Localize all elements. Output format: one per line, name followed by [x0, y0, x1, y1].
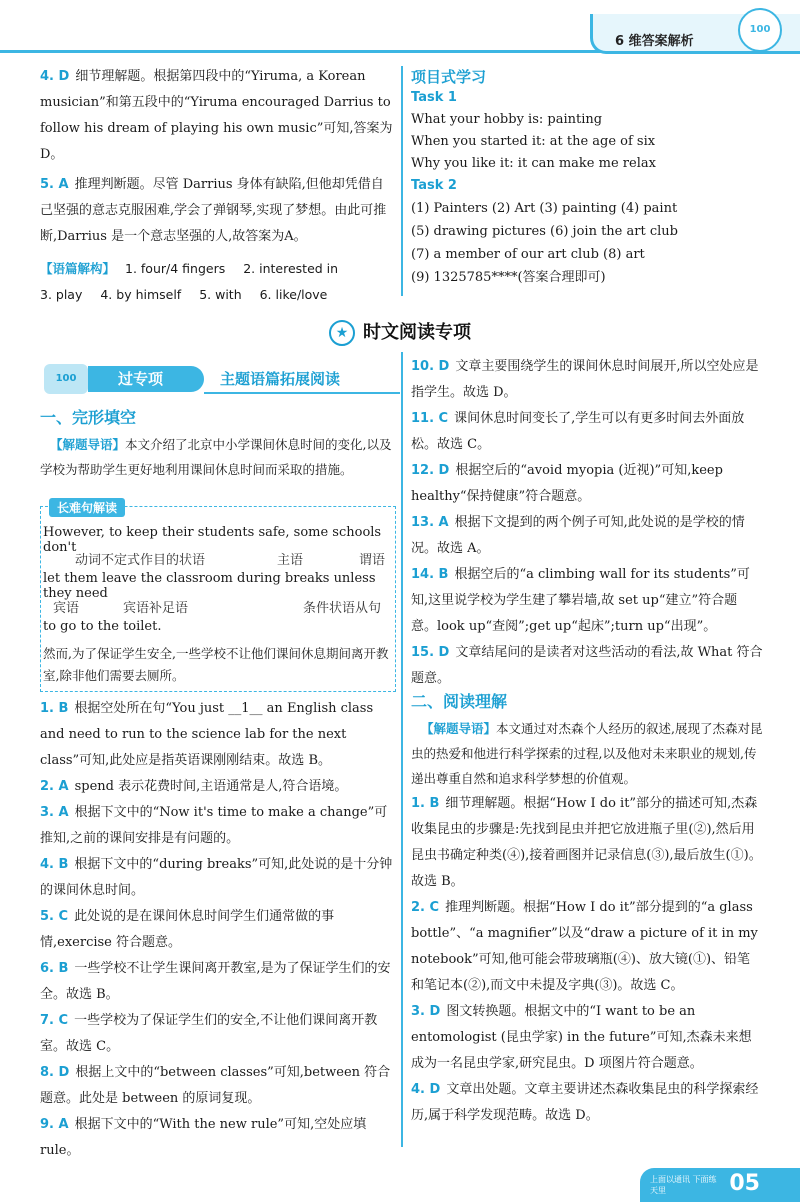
- section-title: 6 维答案解析: [615, 34, 694, 49]
- task1-label: Task 1: [411, 90, 457, 105]
- part1-intro: [40, 404, 396, 482]
- banner-underline: [204, 392, 400, 394]
- answer-item: 6. B 一些学校不让学生课间离开教室,是为了保证学生们的安全。故选 B。: [40, 961, 391, 1002]
- project-section: [411, 66, 761, 289]
- column-divider: [401, 66, 403, 296]
- grammar-note: 宾语补足语: [123, 601, 189, 616]
- column-divider: [401, 352, 403, 1147]
- answer-item: 11. C 课间休息时间变长了,学生可以有更多时间去外面放松。故选 C。: [411, 411, 745, 452]
- answer-item: 15. D 文章结尾问的是读者对这些活动的看法,故 What 符合题意。: [411, 645, 763, 686]
- answer-item: 2. C 推理判断题。根据“How I do it”部分提到的“a glass bottle”、“a magnifier”以及“draw a picture of it in my notebook”可知,他可能会带玻璃瓶(④)、放大镜(①)、铅笔和笔记本(②),而文中未提及字典(③)。故选 C。: [411, 900, 758, 993]
- footer-slogan: 上面以通讯 下面练天里: [650, 1175, 717, 1195]
- part2-section: [411, 688, 763, 1129]
- part1-heading: 一、完形填空: [40, 408, 137, 427]
- page-footer: [640, 1168, 800, 1202]
- task2-line: (7) a member of our art club (8) art: [411, 247, 645, 262]
- answer-item: 13. A 根据下文提到的两个例子可知,此处说的是学校的情况。故选 A。: [411, 515, 745, 556]
- left-top-answers: [40, 64, 396, 308]
- left-answers: [40, 696, 396, 1164]
- answer-item: 14. B 根据空后的“a climbing wall for its students”可知,这里说学校为学生建了攀岩墙,故 set up“建立”符合题意。look up“查阅”;get up“起床”;turn up“出现”。: [411, 567, 750, 634]
- sentence-line: let them leave the classroom during breaks unless they need: [43, 571, 376, 601]
- grammar-note: 条件状语从句: [303, 601, 382, 616]
- task2-line: (5) drawing pictures (6) join the art club: [411, 224, 678, 239]
- right-answers-a: [411, 354, 763, 692]
- banner-subtitle: 主题语篇拓展阅读: [220, 370, 341, 388]
- task2-label: Task 2: [411, 178, 457, 193]
- part1-guide: 【解题导语】本文介绍了北京中小学课间休息时间的变化,以及学校为帮助学生更好地利用课间休息时间而采取的措施。: [40, 437, 392, 477]
- task1-line: Why you like it: it can make me relax: [411, 156, 656, 171]
- answer-item: 12. D 根据空后的“avoid myopia (近视)”可知,keep healthy“保持健康”符合题意。: [411, 463, 723, 504]
- star-icon: ★: [329, 320, 355, 346]
- task2-line: (1) Painters (2) Art (3) painting (4) paint: [411, 201, 678, 216]
- page-header: [0, 0, 800, 58]
- grammar-note: 宾语: [53, 601, 80, 616]
- grammar-note: 动词不定式作目的状语: [75, 553, 206, 568]
- yupian-line-1: 【语篇解构】 1. four/4 fingers 2. interested in: [40, 261, 339, 276]
- answer-item: 3. D 图文转换题。根据文中的“I want to be an entomologist (昆虫学家) in the future”可知,杰森未来想成为一名昆虫学家,研究昆虫。D 项图片符合题意。: [411, 1004, 752, 1071]
- sentence-translation: 然而,为了保证学生安全,一些学校不让他们课间休息期间离开教室,除非他们需要去厕所。: [43, 646, 389, 683]
- section-banner: [44, 364, 400, 394]
- grammar-note: 主语: [277, 553, 304, 568]
- answer-item: 5. A 推理判断题。尽管 Darrius 身体有缺陷,但他却凭借自己坚强的意志克服困难,学会了弹钢琴,实现了梦想。由此可推断,Darrius 是一个意志坚强的人,故答案为A。: [40, 177, 387, 244]
- answer-item: 4. D 细节理解题。根据第四段中的“Yiruma, a Korean musician”和第五段中的“Yiruma encouraged Darrius to follow his dream of playing his own music”可知,答案为 D。: [40, 69, 393, 162]
- answer-item: 9. A 根据下文中的“With the new rule”可知,空处应填 rule。: [40, 1117, 367, 1158]
- answer-item: 10. D 文章主要围绕学生的课间休息时间展开,所以空处应是指学生。故选 D。: [411, 359, 759, 400]
- task2-line: (9) 1325785****(答案合理即可): [411, 270, 606, 285]
- banner-badge: 100: [44, 364, 88, 394]
- brand-logo: 100: [738, 8, 782, 52]
- answer-item: 4. B 根据下文中的“during breaks”可知,此处说的是十分钟的课间休息时间。: [40, 857, 393, 898]
- answer-item: 3. A 根据下文中的“Now it's time to make a change”可推知,之前的课间安排是有问题的。: [40, 805, 388, 846]
- part2-heading: 二、阅读理解: [411, 692, 508, 711]
- answer-item: 1. B 根据空处所在句“You just __1__ an English class and need to run to the science lab for the next class”可知,此处应是指英语课刚刚结束。故选 B。: [40, 701, 374, 768]
- task1-line: What your hobby is: painting: [411, 112, 603, 127]
- answer-item: 2. A spend 表示花费时间,主语通常是人,符合语境。: [40, 779, 348, 794]
- task1-line: When you started it: at the age of six: [411, 134, 656, 149]
- sentence-line: However, to keep their students safe, some schools don't: [43, 525, 382, 555]
- page-title: ★ 时文阅读专项: [0, 318, 800, 346]
- part2-guide: 【解题导语】本文通过对杰森个人经历的叙述,展现了杰森对昆虫的热爱和他进行科学探索的过程,以及他对未来职业的规划,传递出尊重自然和追求科学梦想的价值观。: [411, 721, 763, 786]
- long-sentence-title: 长难句解读: [49, 498, 125, 517]
- yupian-line-2: 3. play 4. by himself 5. with 6. like/love: [40, 287, 328, 302]
- answer-item: 5. C 此处说的是在课间休息时间学生们通常做的事情,exercise 符合题意。: [40, 909, 335, 950]
- banner-pill: 过专项: [88, 366, 204, 392]
- answer-item: 7. C 一些学校为了保证学生们的安全,不让他们课间离开教室。故选 C。: [40, 1013, 378, 1054]
- long-sentence-box: [40, 501, 396, 692]
- answer-item: 1. B 细节理解题。根据“How I do it”部分的描述可知,杰森收集昆虫的步骤是:先找到昆虫并把它放进瓶子里(②),然后用昆虫书确定种类(④),接着画图并记录信息(③),最后放生(①)。故选 B。: [411, 796, 762, 889]
- grammar-note: 谓语: [359, 553, 386, 568]
- answer-item: 8. D 根据上文中的“between classes”可知,between 符合题意。此处是 between 的原词复现。: [40, 1065, 391, 1106]
- project-heading: 项目式学习: [411, 68, 487, 86]
- page-number: 05: [729, 1171, 760, 1196]
- sentence-line: to go to the toilet.: [43, 619, 162, 634]
- answer-item: 4. D 文章出处题。文章主要讲述杰森收集昆虫的科学探索经历,属于科学发现范畴。故选 D。: [411, 1082, 759, 1123]
